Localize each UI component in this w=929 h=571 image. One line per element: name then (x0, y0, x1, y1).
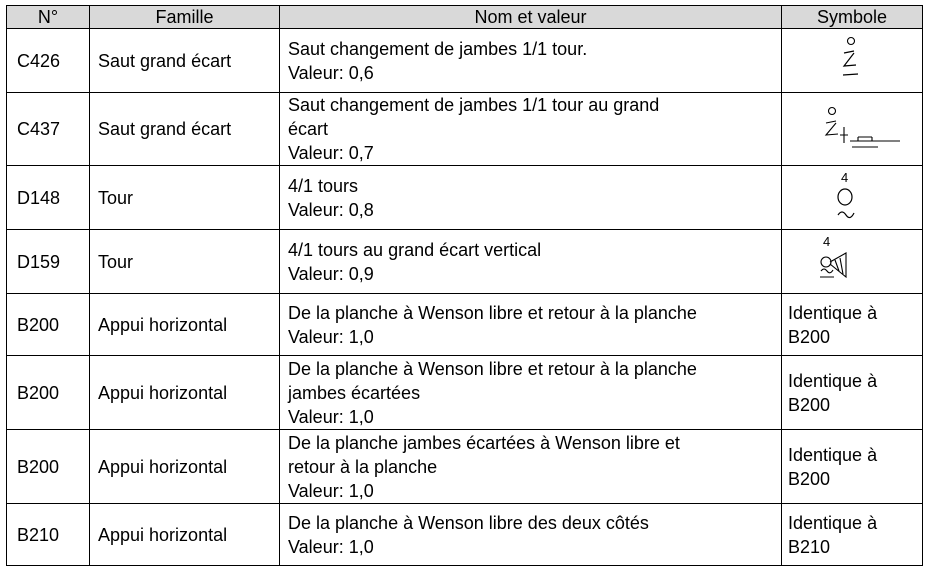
cell-symbole (782, 93, 923, 166)
cell-nom (280, 294, 782, 356)
symbole-ref: B200 (788, 326, 831, 347)
nom-line-2: retour à la planche (288, 456, 438, 477)
nom-line: Saut changement de jambes 1/1 tour au grand (288, 95, 660, 115)
cell-num: B200 (7, 356, 90, 430)
cell-symbole (782, 29, 923, 93)
table-row (7, 504, 923, 566)
cell-famille: Saut grand écart (90, 29, 280, 93)
header-famille: Famille (90, 6, 280, 29)
symbole-line: Identique à (788, 512, 878, 533)
nom-line: 4/1 tours au grand écart vertical (288, 239, 542, 260)
cell-num: C426 (7, 29, 90, 93)
jump-split-ring-icon (788, 33, 916, 89)
cell-famille: Tour (90, 230, 280, 294)
turn-count-label: 4 (841, 169, 849, 185)
cell-nom (280, 93, 782, 166)
valeur-line: Valeur: 0,9 (288, 263, 374, 284)
valeur-line: Valeur: 0,8 (288, 199, 374, 220)
table-row (7, 294, 923, 356)
cell-symbole (782, 230, 923, 294)
cell-symbole (782, 356, 923, 430)
cell-num: B200 (7, 430, 90, 504)
valeur-line: Valeur: 1,0 (288, 480, 374, 501)
cell-nom (280, 430, 782, 504)
symbole-ref: B200 (788, 468, 831, 489)
table-row (7, 29, 923, 93)
symbole-line: Identique à (788, 302, 878, 323)
cell-famille: Saut grand écart (90, 93, 280, 166)
cell-num: B210 (7, 504, 90, 566)
cell-famille: Tour (90, 166, 280, 230)
valeur-line: Valeur: 1,0 (288, 326, 374, 347)
valeur-line: Valeur: 0,6 (288, 62, 374, 83)
symbole-line: Identique à (788, 370, 878, 391)
jump-split-ring-landing-icon (788, 97, 916, 161)
table-row (7, 230, 923, 294)
cell-nom (280, 230, 782, 294)
header-nom: Nom et valeur (280, 6, 782, 29)
nom-line: De la planche jambes écartées à Wenson libre et (288, 432, 680, 453)
table-row (7, 166, 923, 230)
cell-symbole (782, 294, 923, 356)
symbole-ref: B210 (788, 536, 831, 557)
cell-nom (280, 29, 782, 93)
nom-line: Saut changement de jambes 1/1 tour. (288, 38, 588, 59)
elements-table (6, 5, 923, 566)
valeur-line: Valeur: 0,7 (288, 143, 374, 163)
cell-symbole (782, 166, 923, 230)
cell-famille: Appui horizontal (90, 430, 280, 504)
turn-4-vertical-split-icon (788, 233, 916, 291)
cell-famille: Appui horizontal (90, 294, 280, 356)
turn-4-icon (788, 169, 916, 227)
table-row (7, 93, 923, 166)
header-num: N° (7, 6, 90, 29)
nom-line: De la planche à Wenson libre et retour à la planche (288, 358, 697, 379)
cell-nom (280, 356, 782, 430)
nom-line: 4/1 tours (288, 175, 359, 196)
cell-num: B200 (7, 294, 90, 356)
cell-symbole (782, 430, 923, 504)
cell-num: D159 (7, 230, 90, 294)
symbole-line: Identique à (788, 444, 878, 465)
cell-famille: Appui horizontal (90, 356, 280, 430)
header-symbole: Symbole (782, 6, 923, 29)
cell-nom (280, 166, 782, 230)
cell-nom (280, 504, 782, 566)
cell-famille: Appui horizontal (90, 504, 280, 566)
nom-line: De la planche à Wenson libre et retour à la planche (288, 302, 697, 323)
cell-num: C437 (7, 93, 90, 166)
header-row (7, 6, 923, 29)
table-row (7, 356, 923, 430)
valeur-line: Valeur: 1,0 (288, 406, 374, 427)
table-row (7, 430, 923, 504)
turn-count-label: 4 (823, 233, 831, 249)
cell-symbole (782, 504, 923, 566)
cell-num: D148 (7, 166, 90, 230)
valeur-line: Valeur: 1,0 (288, 536, 374, 557)
nom-line-2: jambes écartées (288, 382, 421, 403)
nom-line-2: écart (288, 119, 329, 139)
nom-line: De la planche à Wenson libre des deux côtés (288, 512, 649, 533)
symbole-ref: B200 (788, 394, 831, 415)
